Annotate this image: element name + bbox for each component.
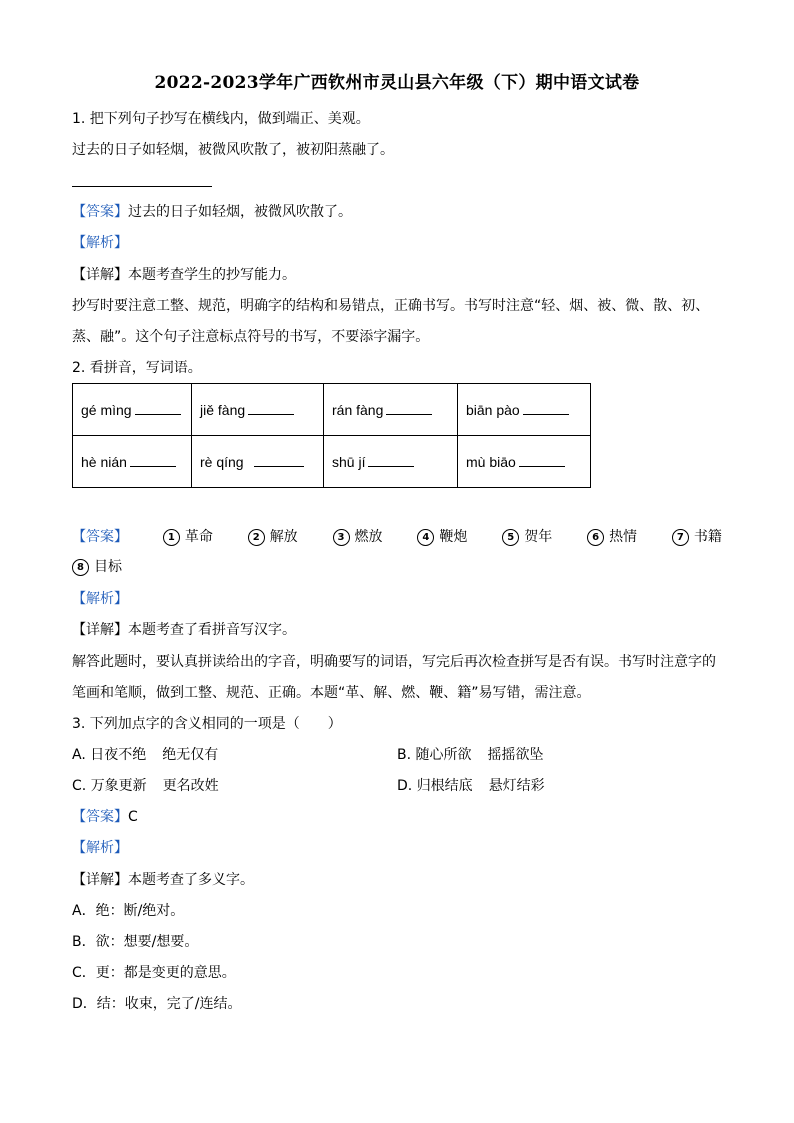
q1-answer-blank (72, 186, 212, 187)
page-title: 2022-2023学年广西钦州市灵山县六年级（下）期中语文试卷 (154, 73, 640, 93)
circled-number: 5 (502, 529, 519, 546)
q2-analysis-tag: 【解析】 (72, 591, 128, 607)
write-blank[interactable] (519, 454, 565, 467)
q2-para-line2: 笔画和笔顺，做到工整、规范、正确。本题“革、解、燃、鞭、籍”易写错，需注意。 (72, 685, 591, 701)
q1-analysis-tag: 【解析】 (72, 235, 128, 251)
q2-answer-row (72, 526, 722, 546)
write-blank[interactable] (368, 454, 414, 467)
q2-detail (72, 620, 296, 640)
q3-detail-text: 本题考查了多义字。 (128, 872, 254, 888)
q2-para-line1: 解答此题时，要认真拼读给出的字音，明确要写的词语，写完后再次检查拼写是否有误。书写时注意字的 (72, 654, 716, 670)
answer-tag: 【答案】 (72, 204, 128, 220)
detail-tag: 【详解】 (72, 872, 128, 888)
pinyin-table (72, 383, 591, 488)
q1-detail-text: 本题考查学生的抄写能力。 (128, 267, 296, 283)
q3-explanation-c: C．更：都是变更的意思。 (72, 965, 236, 981)
detail-tag: 【详解】 (72, 622, 128, 638)
answer-item: 4 鞭炮 (417, 526, 467, 546)
q1-detail (72, 265, 296, 285)
pinyin-cell: rán fàng (324, 384, 458, 436)
pinyin-cell: hè nián (73, 436, 192, 488)
answer-item: 7 书籍 (672, 526, 722, 546)
q1-question: 1. 把下列句子抄写在横线内，做到端正、美观。 (72, 111, 370, 127)
pinyin-cell: mù biāo (458, 436, 591, 488)
pinyin-cell: shū jí (324, 436, 458, 488)
q1-para-line2: 蒸、融”。这个句子注意标点符号的书写，不要添字漏字。 (72, 329, 430, 345)
answer-item: 8 目标 (72, 557, 122, 577)
detail-tag: 【详解】 (72, 267, 128, 283)
write-blank[interactable] (254, 454, 304, 467)
q3-explanation-a: A．绝：断/绝对。 (72, 903, 185, 919)
circled-number: 6 (587, 529, 604, 546)
q2-question: 2. 看拼音，写词语。 (72, 360, 202, 376)
write-blank[interactable] (248, 402, 294, 415)
q3-question: 3. 下列加点字的含义相同的一项是（ ） (72, 716, 342, 732)
q1-answer-text: 过去的日子如轻烟，被微风吹散了。 (128, 204, 352, 220)
answer-item: 3 燃放 (333, 526, 383, 546)
pinyin-cell: rè qíng (192, 436, 324, 488)
pinyin-cell: jiě fàng (192, 384, 324, 436)
circled-number: 4 (417, 529, 434, 546)
q1-para-line1: 抄写时要注意工整、规范，明确字的结构和易错点，正确书写。书写时注意“轻、烟、被、微、散、初、 (72, 298, 710, 314)
answer-tag: 【答案】 (72, 809, 128, 825)
circled-number: 2 (248, 529, 265, 546)
q3-option-b[interactable]: B. 随心所欲 摇摇欲坠 (397, 747, 544, 763)
table-row (73, 384, 591, 436)
answer-item: 6 热情 (587, 526, 637, 546)
pinyin-cell: biān pào (458, 384, 591, 436)
q3-explanation-b: B．欲：想要/想要。 (72, 934, 199, 950)
answer-item: 1 革命 (163, 526, 213, 546)
answer-item: 2 解放 (248, 526, 298, 546)
write-blank[interactable] (135, 402, 181, 415)
table-row (73, 436, 591, 488)
q3-option-d[interactable]: D. 归根结底 悬灯结彩 (397, 778, 545, 794)
write-blank[interactable] (386, 402, 432, 415)
circled-number: 3 (333, 529, 350, 546)
write-blank[interactable] (130, 454, 176, 467)
q3-detail (72, 870, 254, 890)
q3-explanation-d: D．结：收束，完了/连结。 (72, 996, 242, 1012)
q1-answer (72, 202, 352, 222)
answer-tag: 【答案】 (72, 529, 128, 545)
q3-answer (72, 807, 138, 827)
q3-answer-text: C (128, 809, 138, 825)
q3-analysis-tag: 【解析】 (72, 840, 128, 856)
q1-sentence: 过去的日子如轻烟，被微风吹散了，被初阳蒸融了。 (72, 142, 394, 158)
circled-number: 1 (163, 529, 180, 546)
circled-number: 8 (72, 559, 89, 576)
q3-option-a[interactable]: A. 日夜不绝 绝无仅有 (72, 747, 219, 763)
q2-detail-text: 本题考查了看拼音写汉字。 (128, 622, 296, 638)
pinyin-cell: gé mìng (73, 384, 192, 436)
q3-option-c[interactable]: C. 万象更新 更名改姓 (72, 778, 219, 794)
write-blank[interactable] (523, 402, 569, 415)
circled-number: 7 (672, 529, 689, 546)
answer-item: 5 贺年 (502, 526, 552, 546)
